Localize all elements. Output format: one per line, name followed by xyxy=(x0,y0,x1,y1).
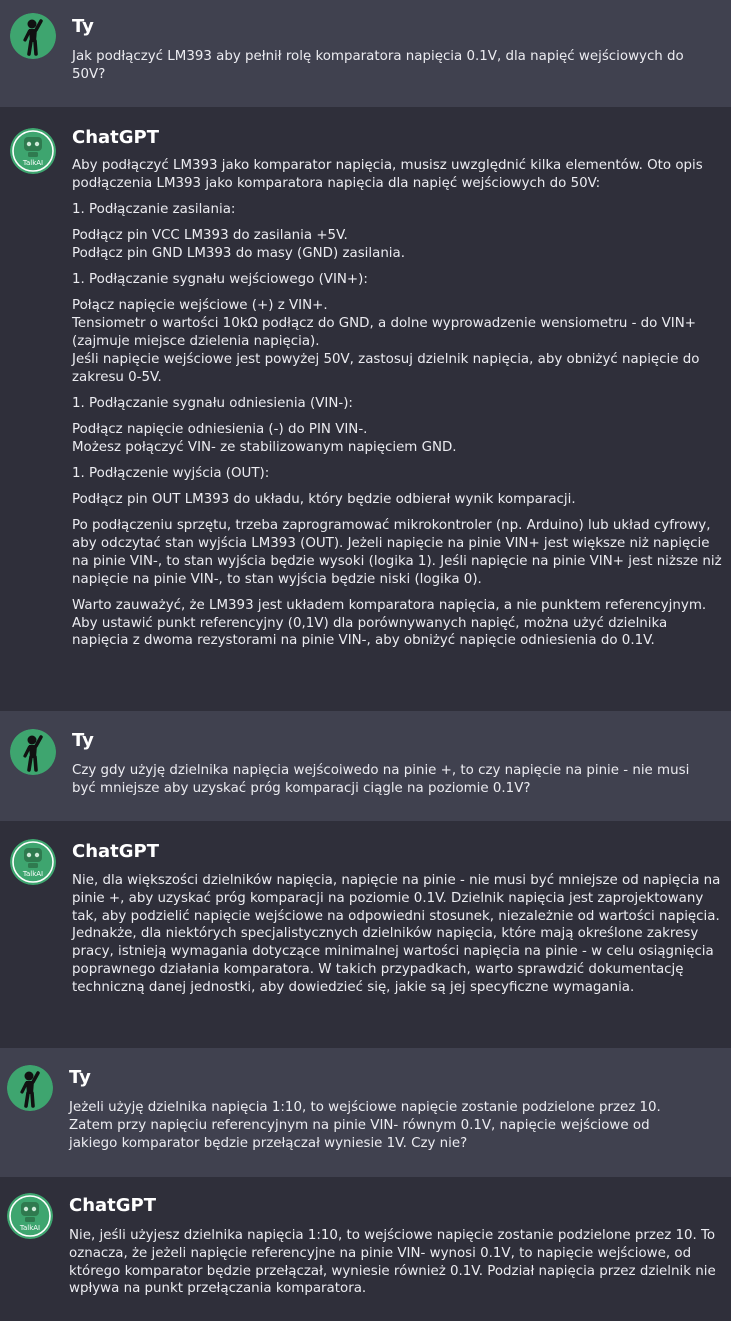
message-user-3 xyxy=(0,1048,731,1177)
text-line: 1. Podłączenie wyjścia (OUT): xyxy=(72,465,270,481)
cheering-person-icon xyxy=(10,729,56,775)
message-text xyxy=(72,48,712,84)
paragraph xyxy=(72,421,722,457)
text-line: Połącz napięcie wejściowe (+) z VIN+. xyxy=(72,298,328,314)
author-name: Ty xyxy=(72,16,94,37)
paragraph xyxy=(72,491,722,509)
paragraph xyxy=(72,597,722,650)
author-name: ChatGPT xyxy=(72,841,160,862)
text-line: Nie, jeśli użyjesz dzielnika napięcia 1:10, to wejściowe napięcie zostanie podzielone przez 10. To oznacza, że jeżeli napięcie referencyjne na pinie VIN- wynosi 0.1V, to napięcie wejściowe, od którego komparator będzie przełączał, wyniesie również 0.1V. Podział napięcia przez dzielnik nie wpływa na punkt przełączania komparatora. xyxy=(69,1228,716,1297)
text-line: Warto zauważyć, że LM393 jest układem komparatora napięcia, a nie punktem referencyjnym. Aby ustawić punkt referencyjny (0,1V) dla porównywanych napięć, można użyć dzielnika napięcia z dwoma rezystorami na pinie VIN-, aby obniżyć napięcie odniesienia do 0.1V. xyxy=(72,597,707,649)
paragraph xyxy=(72,48,712,84)
text-line: Podłącz napięcie odniesienia (-) do PIN VIN-. xyxy=(72,421,368,437)
text-line: Podłącz pin GND LM393 do masy (GND) zasilania. xyxy=(72,245,405,261)
text-line: Jak podłączyć LM393 aby pełnił rolę komparatora napięcia 0.1V, dla napięć wejściowych do 50V? xyxy=(72,49,684,82)
paragraph xyxy=(69,1227,724,1298)
message-text xyxy=(69,1099,689,1152)
paragraph xyxy=(72,872,724,997)
text-line: Jeśli napięcie wejściowe jest powyżej 50V, zastosuj dzielnik napięcia, aby obniżyć napięcie do zakresu 0-5V. xyxy=(72,351,700,385)
paragraph xyxy=(72,465,722,483)
text-line: Możesz połączyć VIN- ze stabilizowanym napięciem GND. xyxy=(72,439,457,455)
text-line: 1. Podłączanie sygnału wejściowego (VIN+): xyxy=(72,272,368,288)
text-line: Jeżeli użyję dzielnika napięcia 1:10, to wejściowe napięcie zostanie podzielone przez 10. Zatem przy napięciu referencyjnym na pinie VIN- równym 0.1V, napięcie wejściowe od jakiego komparator będzie przełączał wyniesie 1V. Czy nie? xyxy=(69,1100,661,1151)
text-line: Aby podłączyć LM393 jako komparator napięcia, musisz uwzględnić kilka elementów. Oto opis podłączenia LM393 jako komparatora napięcia dla napięć wejściowych do 50V: xyxy=(72,158,703,191)
message-text xyxy=(72,157,722,650)
avatar-label: TalkAI xyxy=(22,870,44,878)
message-bot-1 xyxy=(0,107,731,711)
bot-avatar xyxy=(7,1193,53,1239)
paragraph xyxy=(72,201,722,219)
text-line: 1. Podłączanie zasilania: xyxy=(72,201,236,217)
paragraph xyxy=(72,157,722,193)
paragraph xyxy=(72,517,722,588)
message-bot-3 xyxy=(0,1177,731,1321)
author-name: ChatGPT xyxy=(69,1195,157,1216)
paragraph xyxy=(72,227,722,263)
paragraph xyxy=(72,762,712,798)
cheering-person-icon xyxy=(10,13,56,59)
bot-avatar xyxy=(10,839,56,885)
text-line: 1. Podłączanie sygnału odniesienia (VIN-): xyxy=(72,395,353,411)
bot-avatar xyxy=(10,128,56,174)
text-line: Po podłączeniu sprzętu, trzeba zaprogramować mikrokontroler (np. Arduino) lub układ cyfrowy, aby odczytać stan wyjścia LM393 (OUT). Jeżeli napięcie na pinie VIN+ jest większe niż napięcie na pinie VIN-, to stan wyjścia będzie wysoki (logika 1). Jeśli napięcie na pinie VIN+ jest niższe niż napięcie na pinie VIN-, to stan wyjścia będzie niski (logika 0). xyxy=(72,518,722,587)
message-text xyxy=(72,872,724,997)
avatar-label: TalkAI xyxy=(19,1224,41,1232)
paragraph xyxy=(72,271,722,289)
paragraph xyxy=(69,1099,689,1152)
author-name: Ty xyxy=(72,730,94,751)
text-line: Podłącz pin OUT LM393 do układu, który będzie odbierał wynik komparacji. xyxy=(72,492,576,508)
paragraph xyxy=(72,395,722,413)
message-user-1 xyxy=(0,0,731,107)
author-name: Ty xyxy=(69,1067,91,1088)
author-name: ChatGPT xyxy=(72,127,160,148)
cheering-person-icon xyxy=(7,1065,53,1111)
robot-icon xyxy=(10,839,56,885)
text-line: Nie, dla większości dzielników napięcia, napięcie na pinie - nie musi być mniejsze od napięcia na pinie +, aby uzyskać próg komparacji na poziomie 0.1V. Dzielnik napięcia jest zaprojektowany tak, aby podzielić napięcie wejściowe na odpowiedni stosunek, niezależnie od wartości napięcia. Jednakże, dla niektórych specjalistycznych dzielników napięcia, które mają określone zakresy pracy, istnieją wymagania dotyczące minimalnej wartości napięcia na pinie - w celu osiągnięcia poprawnego działania komparatora. W takich przypadkach, warto sprawdzić dokumentację techniczną danej jednostki, aby dowiedzieć się, jakie są jej specyficzne wymagania. xyxy=(72,873,721,995)
user-avatar xyxy=(10,729,56,775)
message-user-2 xyxy=(0,711,731,821)
text-line: Tensiometr o wartości 10kΩ podłącz do GND, a dolne wyprowadzenie wensiometru - do VIN+ (zajmuje miejsce dzielenia napięcia). xyxy=(72,316,696,349)
message-text xyxy=(69,1227,724,1298)
user-avatar xyxy=(10,13,56,59)
text-line: Czy gdy użyję dzielnika napięcia wejścoiwedo na pinie +, to czy napięcie na pinie - nie musi być mniejsze aby uzyskać próg komparacji ciągle na poziomie 0.1V? xyxy=(72,763,690,796)
user-avatar xyxy=(7,1065,53,1111)
avatar-label: TalkAI xyxy=(22,159,44,167)
robot-icon xyxy=(7,1193,53,1239)
robot-icon xyxy=(10,128,56,174)
message-text xyxy=(72,762,712,798)
message-bot-2 xyxy=(0,821,731,1048)
paragraph xyxy=(72,297,722,386)
text-line: Podłącz pin VCC LM393 do zasilania +5V. xyxy=(72,228,348,244)
